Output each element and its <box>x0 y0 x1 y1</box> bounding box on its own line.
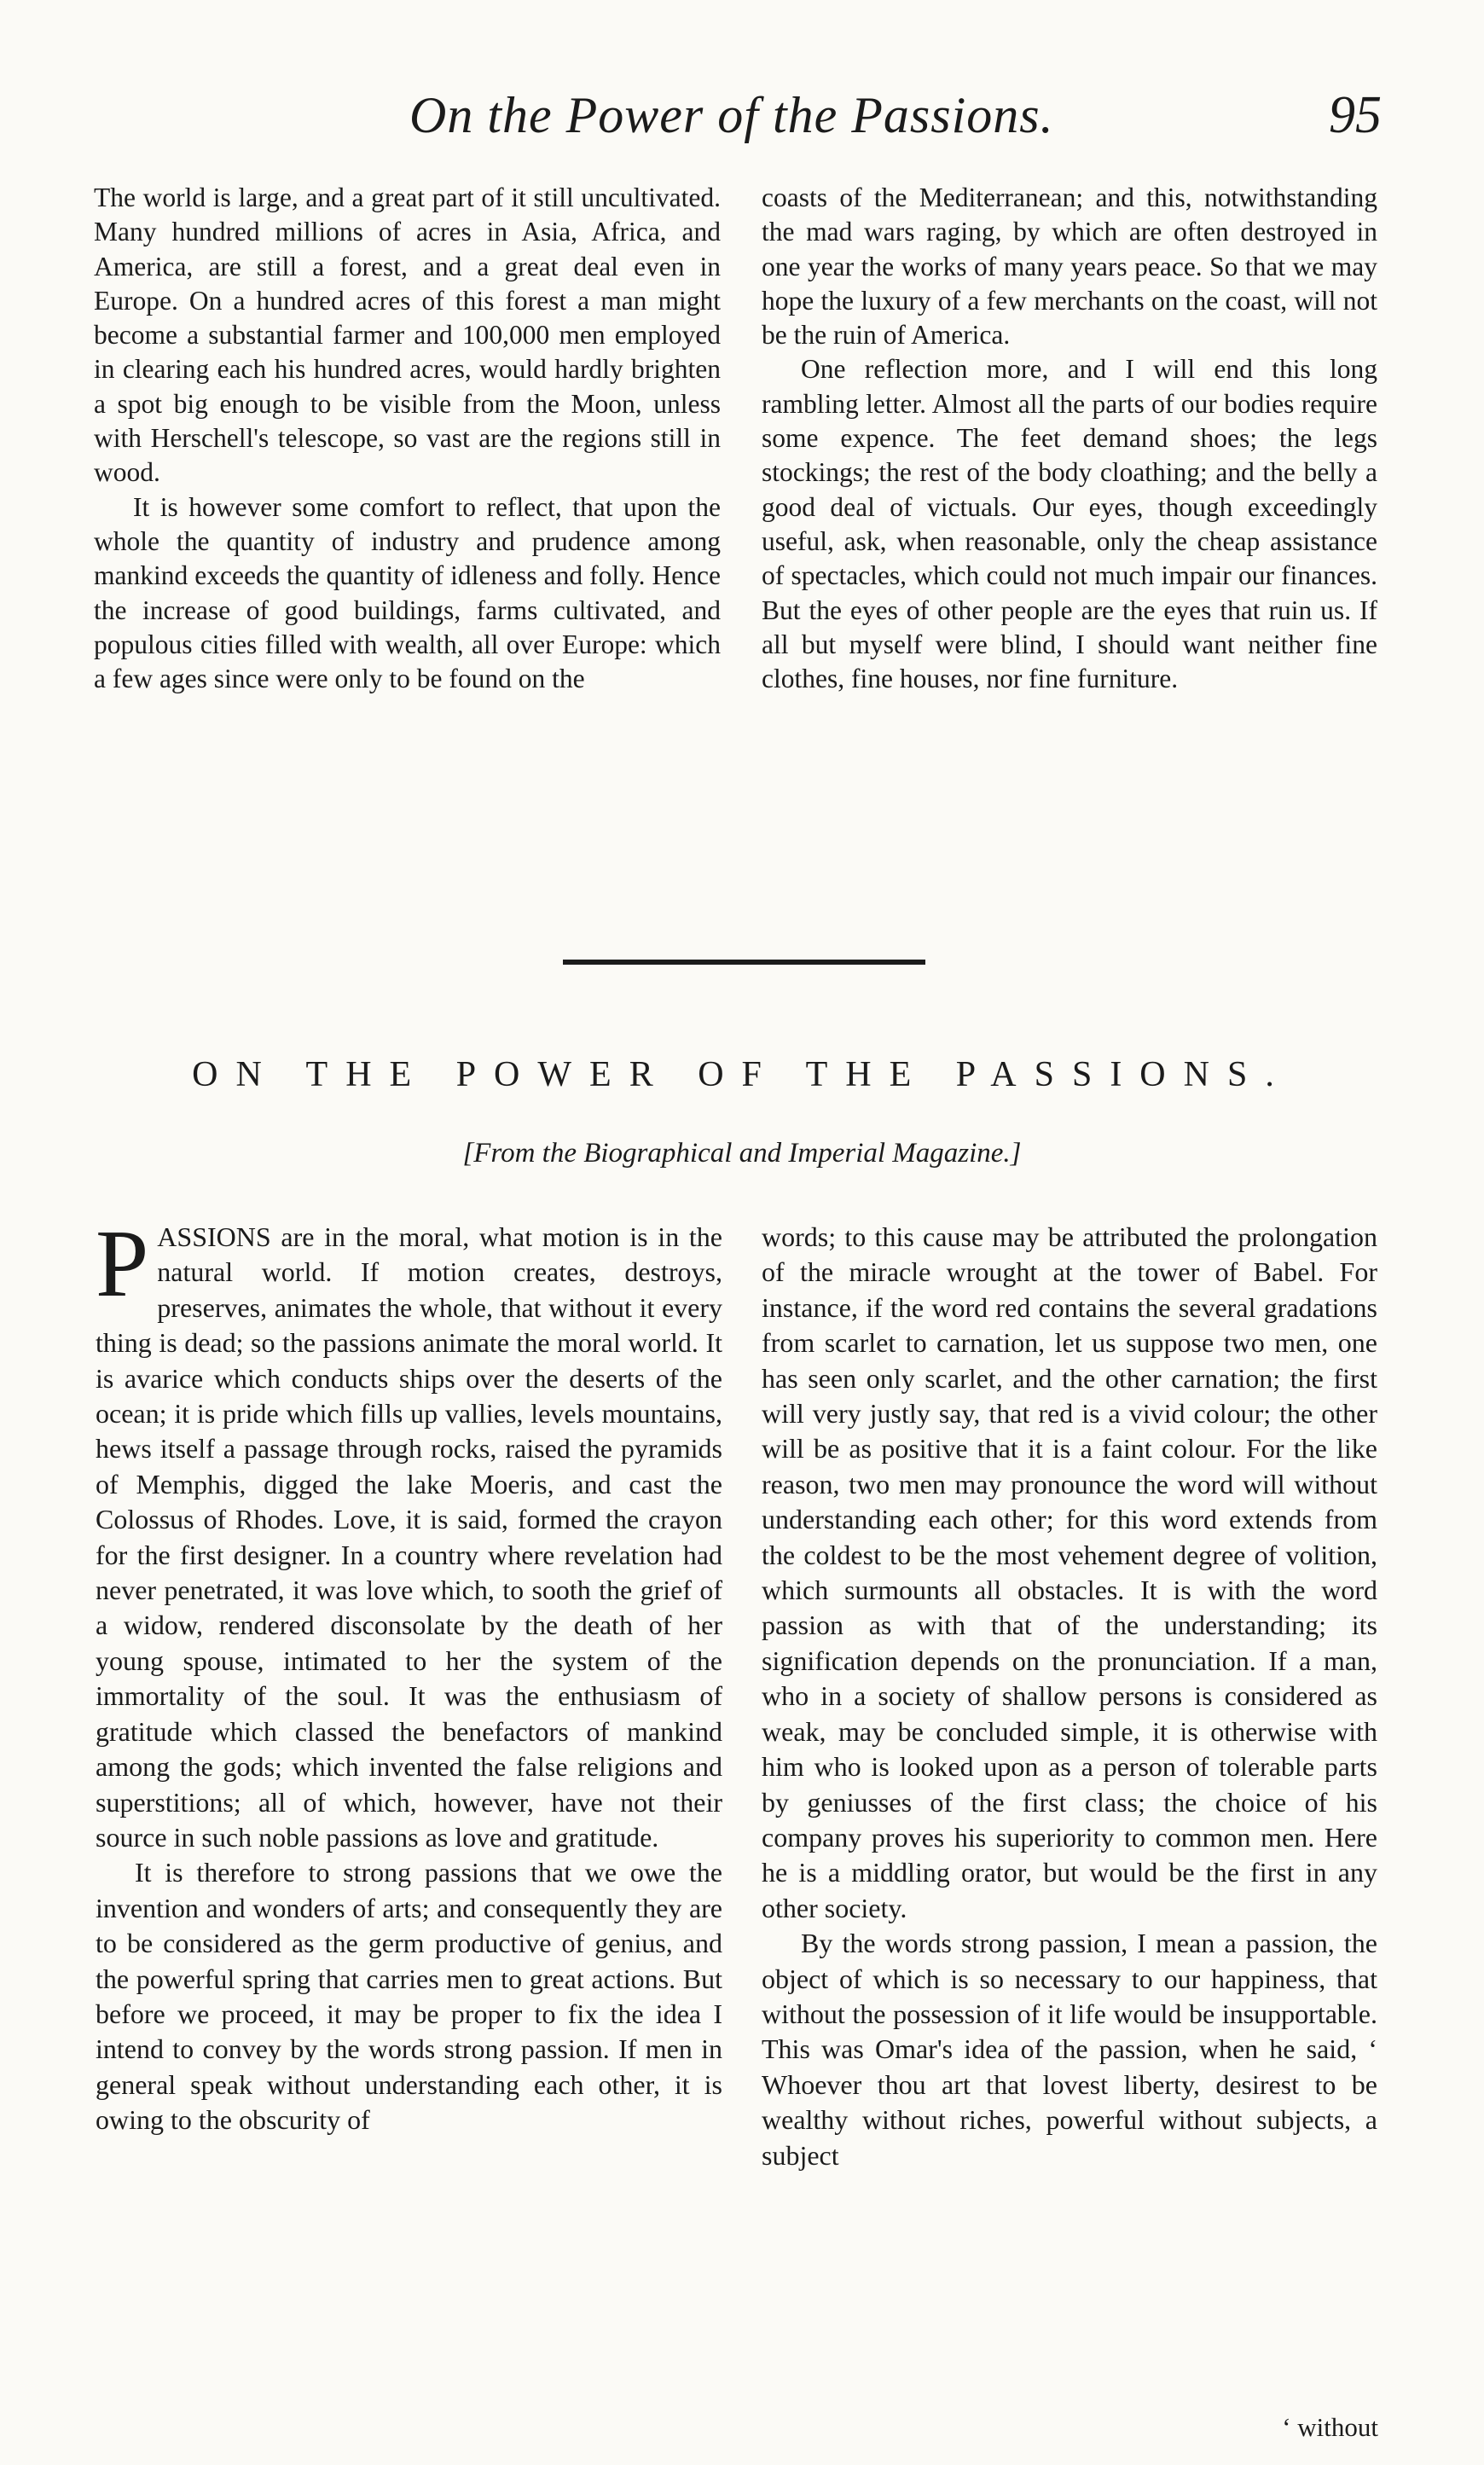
paragraph-text: ASSIONS are in the moral, what motion is in the natural world. If motion creates, destroys, preserves, animates the whole, that without it every thing is dead; so the passions animate the moral world. It is avarice which conducts ships over the deserts of the ocean; it is pride which fills up vallies, levels mountains, hews itself a passage through rocks, raised the pyramids of Memphis, digged the lake Moeris, and cast the Colossus of Rhodes. Love, it is said, formed the crayon for the first designer. In a country where revelation had never penetrated, it was love which, to sooth the grief of a widow, rendered disconsolate by the death of her young spouse, intimated to her the system of the immortality of the soul. It was the enthusiasm of gratitude which classed the benefactors of mankind among the gods; which invented the false religions and superstitions; all of which, however, have not their source in such noble passions as love and gratitude. <box>96 1221 722 1853</box>
running-head <box>409 81 1382 158</box>
paragraph: The world is large, and a great part of it still uncultivated. Many hundred millions of acres in Asia, Africa, and America, are still a forest, and a great deal even in Europe. On a hundred acres of this forest a man might become a substantial farmer and 100,000 men employed in clearing each his hundred acres, would hardly brighten a spot big enough to be visible from the Moon, unless with Herschell's telescope, so vast are the regions still in wood. <box>94 183 721 488</box>
catchword: ‘ without <box>1282 2412 1378 2442</box>
page-number: 95 <box>1329 86 1382 144</box>
top-right-column <box>762 181 1377 696</box>
running-title: On the Power of the Passions. <box>409 87 1054 143</box>
drop-cap: P <box>96 1211 149 1317</box>
paragraph: It is therefore to strong passions that we owe the invention and wonders of arts; and consequently they are to be considered as the germ productive of genius, and the powerful spring that carries men to great actions. But before we proceed, it may be proper to fix the idea I intend to convey by the words strong passion. If men in general speak without understanding each other, it is owing to the obscurity of <box>96 1857 722 2136</box>
article-left-column <box>96 1211 722 2138</box>
paragraph: By the words strong passion, I mean a passion, the object of which is so necessary to our happiness, that without the possession of it life would be insupportable. This was Omar's idea of the passion, when he said, ‘ Whoever thou art that lovest liberty, desirest to be wealthy without riches, powerful without subjects, a subject <box>762 1928 1377 2171</box>
section-divider <box>563 960 925 965</box>
paragraph: One reflection more, and I will end this long rambling letter. Almost all the parts of our bodies require some expence. The feet demand shoes; the legs stockings; the rest of the body cloathing; and the belly a good deal of victuals. Our eyes, though exceedingly useful, ask, when reasonable, only the cheap assistance of spectacles, which could not much impair our finances. But the eyes of other people are the eyes that ruin us. If all but myself were blind, I should want neither fine clothes, fine houses, nor fine furniture. <box>762 354 1377 694</box>
article-source: [From the Biographical and Imperial Magazine.] <box>462 1138 1022 1169</box>
paragraph: coasts of the Mediterranean; and this, notwithstanding the mad wars raging, by which are often destroyed in one year the works of many years peace. So that we may hope the luxury of a few merchants on the coast, will not be the ruin of America. <box>762 183 1377 351</box>
paragraph <box>96 1211 722 1855</box>
top-left-column <box>94 181 721 696</box>
paragraph: words; to this cause may be attributed the prolongation of the miracle wrought at the tower of Babel. For instance, if the word red contains the several gradations from scarlet to carnation, let us suppose two men, one has seen only scarlet, and the other carnation; the first will very justly say, that red is a vivid colour; the other will be as positive that it is a faint colour. For the like reason, two men may pronounce the word will without understanding each other; for this word extends from the coldest to be the most vehement degree of volition, which surmounts all obstacles. It is with the word passion as with that of the understanding; its signification depends on the pronunciation. If a man, who in a society of shallow persons is considered as weak, may be concluded simple, it is otherwise with him who is looked upon as a person of tolerable parts by geniusses of the first class; the choice of his company proves his superiority to common men. Here he is a middling orator, but would be the first in any other society. <box>762 1221 1377 1923</box>
article-right-column <box>762 1220 1377 2173</box>
paragraph: It is however some comfort to reflect, that upon the whole the quantity of industry and prudence among mankind exceeds the quantity of idleness and folly. Hence the increase of good buildings, farms cultivated, and populous cities filled with wealth, all over Europe: which a few ages since were only to be found on the <box>94 491 721 694</box>
article-title: ON THE POWER OF THE PASSIONS. <box>192 1055 1292 1094</box>
